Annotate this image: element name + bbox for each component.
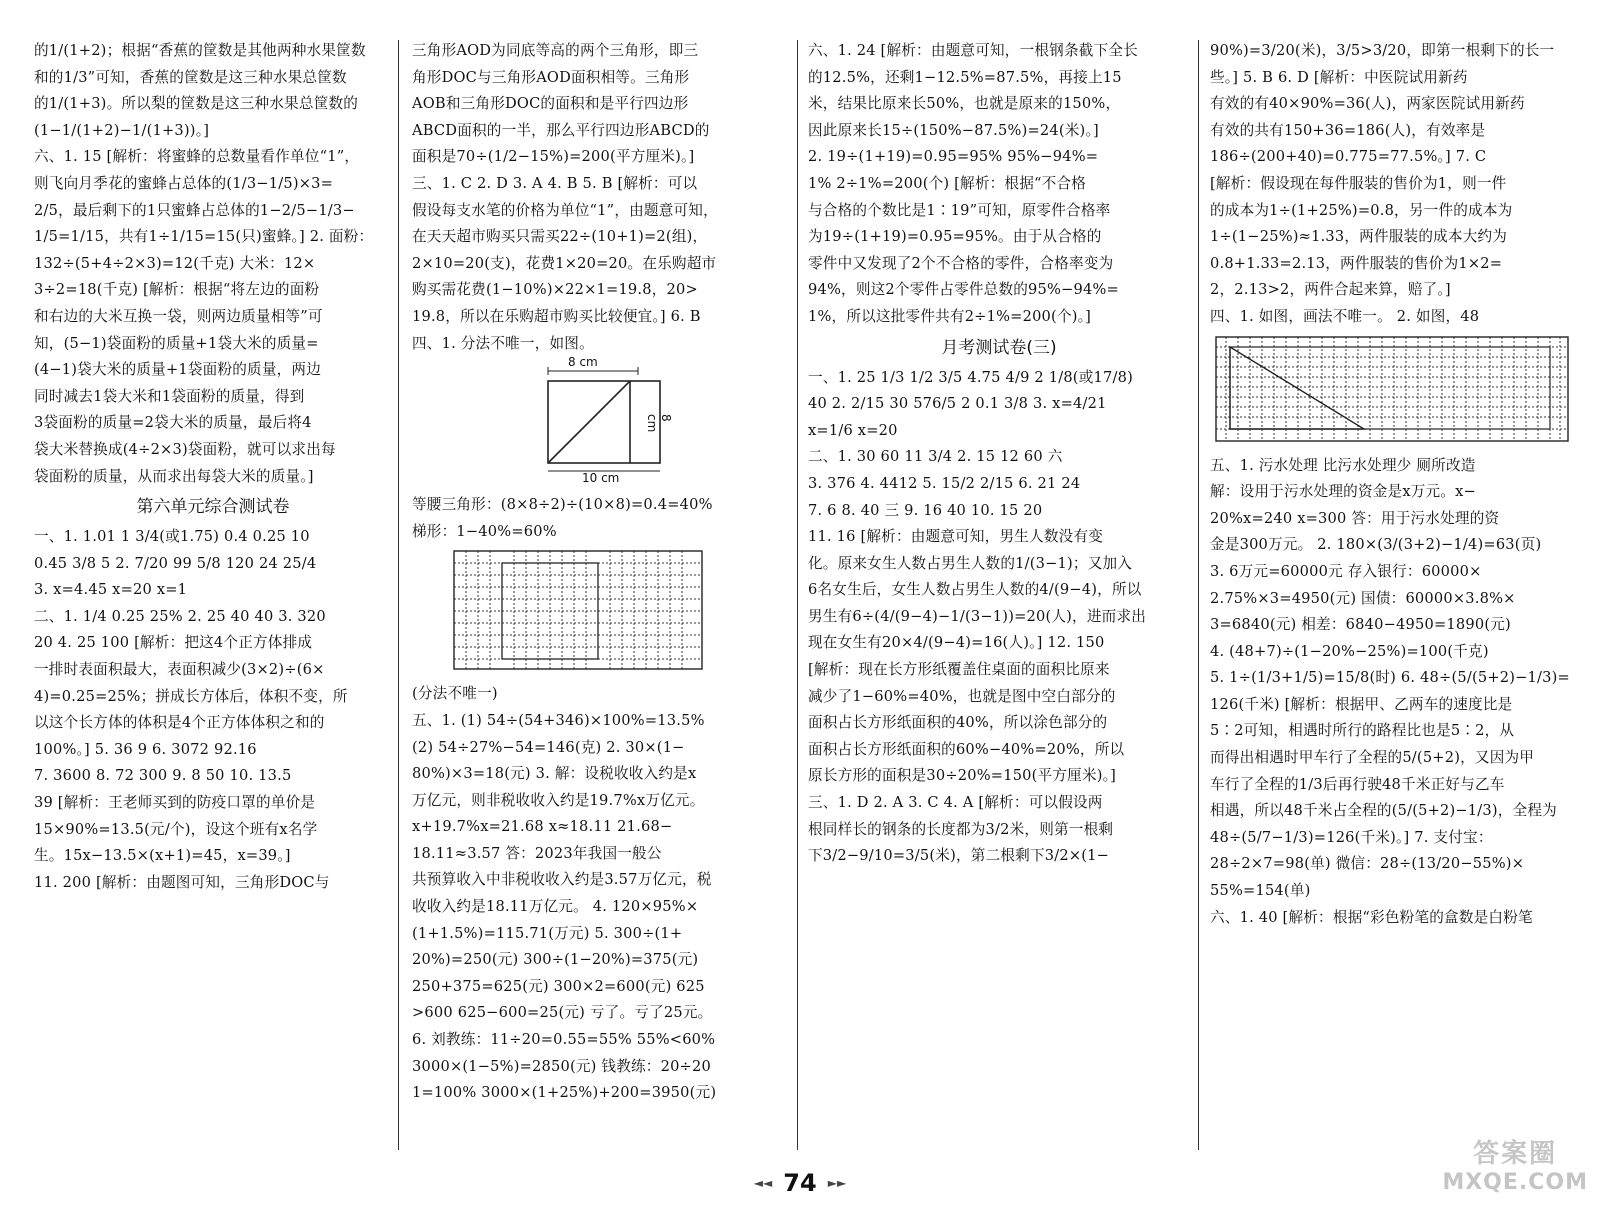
answer-line: 4. (48+7)÷(1−20%−25%)=100(千克) xyxy=(1210,642,1489,660)
answer-line: 100%。] 5. 36 9 6. 3072 92.16 xyxy=(34,740,257,758)
answer-line: 减少了1−60%=40%，也就是图中空白部分的 xyxy=(808,687,1116,705)
answer-line: 面积占长方形纸面积的40%，所以涂色部分的 xyxy=(808,714,1108,732)
answer-line: 3=6840(元) 相差：6840−4950=1890(元) xyxy=(1210,616,1511,634)
answer-line: 3袋面粉的质量=2袋大米的质量，最后将4 xyxy=(34,414,312,432)
answer-line: (1−1/(1+2)−1/(1+3))。] xyxy=(34,121,210,139)
answer-line: 的1/(1+2)；根据“香蕉的筐数是其他两种水果筐数 xyxy=(34,42,366,59)
answer-line: [解析：假设现在每件服装的售价为1，则一件 xyxy=(1210,174,1507,192)
answer-line: 则飞向月季花的蜜蜂占总体的(1/3−1/5)×3= xyxy=(34,174,334,192)
answer-line: 六、1. 15 [解析：将蜜蜂的总数量看作单位“1”， xyxy=(34,148,360,166)
answer-line: 1/5=1/15，共有1÷1/15=15(只)蜜蜂。] 2. 面粉： xyxy=(34,228,374,246)
answer-line: 的12.5%，还剩1−12.5%=87.5%，再接上15 xyxy=(808,68,1122,86)
prev-arrows: ◄◄ xyxy=(753,1176,773,1190)
answer-line: 3. 6万元=60000元 存入银行：60000× xyxy=(1210,562,1482,580)
answer-line: 金是300万元。 2. 180×(3/(3+2)−1/4)=63(页) xyxy=(1210,536,1542,554)
answer-line: x+19.7%x=21.68 x≈18.11 21.68− xyxy=(412,818,673,836)
answer-line: 132÷(5+4÷2×3)=12(千克) 大米：12× xyxy=(34,254,316,272)
answer-line: 原长方形的面积是30÷20%=150(平方厘米)。] xyxy=(808,767,1117,785)
answer-line: 5. 1÷(1/3+1/5)=15/8(时) 6. 48÷(5/(5+2)−1/3)= xyxy=(1210,669,1570,687)
answer-line: 1%，所以这批零件共有2÷1%=200(个)。] xyxy=(808,307,1092,325)
answer-line: 四、1. 如图，画法不唯一。 2. 如图，48 xyxy=(1210,307,1480,325)
column-1 xyxy=(34,38,392,1156)
answer-line: 和右边的大米互换一袋，则两边质量相等”可 xyxy=(34,307,323,325)
answer-line: 现在女生有20×4/(9−4)=16(人)。] 12. 150 xyxy=(808,634,1105,652)
answer-line: 48÷(5/7−1/3)=126(千米)。] 7. 支付宝： xyxy=(1210,828,1493,846)
answer-line: 米，结果比原来长50%，也就是原来的150%， xyxy=(808,95,1121,113)
answer-line: 知，(5−1)袋面粉的质量+1袋大米的质量= xyxy=(34,334,319,352)
answer-line: 三、1. D 2. A 3. C 4. A [解析：可以假设两 xyxy=(808,794,1103,812)
answer-line: 二、1. 30 60 11 3/4 2. 15 12 60 六 xyxy=(808,448,1063,466)
answer-line: 一、1. 1.01 1 3/4(或1.75) 0.4 0.25 10 xyxy=(34,528,310,546)
answer-line: 梯形：1−40%=60% xyxy=(412,522,557,540)
answer-line: 40 2. 2/15 30 576/5 2 0.1 3/8 3. x=4/21 xyxy=(808,395,1107,413)
answer-line: 角形DOC与三角形AOD面积相等。三角形 xyxy=(412,68,690,86)
watermark-logo: 答案圈 MXQE.COM xyxy=(1442,1139,1588,1195)
answer-line: 一、1. 25 1/3 1/2 3/5 4.75 4/9 2 1/8(或17/8) xyxy=(808,368,1133,386)
answer-line: 五、1. (1) 54÷(54+346)×100%=13.5% xyxy=(412,711,705,729)
answer-line: 面积占长方形纸面积的60%−40%=20%，所以 xyxy=(808,740,1125,758)
answer-line: 28÷2×7=98(单) 微信：28÷(13/20−55%)× xyxy=(1210,855,1525,873)
answer-line: 18.11≈3.57 答：2023年我国一般公 xyxy=(412,844,662,862)
answer-line: 化。原来女生人数占男生人数的1/(3−1)；又加入 xyxy=(808,554,1133,572)
answer-line: 2，2.13>2，两件合起来算，赔了。] xyxy=(1210,281,1451,299)
answer-line: 0.8+1.33=2.13，两件服装的售价为1×2= xyxy=(1210,254,1503,272)
answer-line: 0.45 3/8 5 2. 7/20 99 5/8 120 24 25/4 xyxy=(34,554,317,572)
answer-line: 7. 3600 8. 72 300 9. 8 50 10. 13.5 xyxy=(34,767,292,785)
answer-line: 80%)×3=18(元) 3. 解：设税收收入约是x xyxy=(412,765,697,783)
answer-line: 6. 刘教练：11÷20=0.55=55% 55%<60% xyxy=(412,1031,716,1049)
bottom-length-label: 10 cm xyxy=(582,471,620,486)
answer-line: 20%)=250(元) 300÷(1−20%)=375(元) xyxy=(412,951,699,969)
grid-figure-triangle xyxy=(1214,335,1580,447)
answer-line: 相遇，所以48千米占全程的(5/(5+2)−1/3)，全程为 xyxy=(1210,802,1557,820)
answer-line: 1=100% 3000×(1+25%)+200=3950(元) xyxy=(412,1084,717,1102)
answer-line: 而得出相遇时甲车行了全程的5/(5+2)，又因为甲 xyxy=(1210,749,1535,767)
section-heading: 第六单元综合测试卷 xyxy=(136,497,290,518)
answer-line: 2.75%×3=4950(元) 国债：60000×3.8%× xyxy=(1210,589,1516,607)
answer-line: 3. 376 4. 4412 5. 15/2 2/15 6. 21 24 xyxy=(808,474,1081,492)
answer-line: 与合格的个数比是1∶19”可知，原零件合格率 xyxy=(808,201,1111,219)
answer-line: 4)=0.25=25%；拼成长方体后，体积不变，所 xyxy=(34,687,348,705)
dotted-grid xyxy=(452,549,704,671)
answer-line: 袋大米替换成(4÷2×3)袋面粉，就可以求出每 xyxy=(34,440,336,458)
answer-line: 186÷(200+40)=0.775=77.5%。] 7. C xyxy=(1210,148,1487,166)
answer-line: 2×10=20(支)，花费1×20=20。在乐购超市 xyxy=(412,254,717,272)
column-divider xyxy=(797,40,798,1150)
answer-line: 为19÷(1+19)=0.95=95%。由于从合格的 xyxy=(808,228,1102,246)
answer-line: 5∶2可知，相遇时所行的路程比也是5∶2，从 xyxy=(1210,722,1515,740)
answer-line: 三、1. C 2. D 3. A 4. B 5. B [解析：可以 xyxy=(412,174,698,192)
answer-line: 有效的共有150+36=186(人)，有效率是 xyxy=(1210,121,1486,139)
answer-line: 的成本为1÷(1+25%)=0.8，另一件的成本为 xyxy=(1210,201,1513,219)
answer-line: 零件中又发现了2个不合格的零件，合格率变为 xyxy=(808,254,1114,272)
answer-line: 的1/(1+3)。所以梨的筐数是这三种水果总筐数的 xyxy=(34,95,359,113)
answer-line: 和的1/3”可知，香蕉的筐数是这三种水果总筐数 xyxy=(34,68,347,86)
column-divider xyxy=(398,40,399,1150)
answer-line: 250+375=625(元) 300×2=600(元) 625 xyxy=(412,977,705,995)
answer-line: 解：设用于污水处理的资金是x万元。x− xyxy=(1210,483,1476,501)
answer-line: 1÷(1−25%)≈1.33，两件服装的成本大约为 xyxy=(1210,228,1508,246)
answer-line: 3÷2=18(千克) [解析：根据“将左边的面粉 xyxy=(34,281,320,299)
answer-line: 生。15x−13.5×(x+1)=45，x=39。] xyxy=(34,847,291,865)
answer-line: 共预算收入中非税收收入约是3.57万亿元，税 xyxy=(412,871,712,889)
answer-line: 四、1. 分法不唯一，如图。 xyxy=(412,334,594,352)
answer-line: 六、1. 24 [解析：由题意可知，一根钢条截下全长 xyxy=(808,42,1138,59)
next-arrows: ►► xyxy=(827,1176,847,1190)
answer-line: 男生有6÷(4/(9−4)−1/(3−1))=20(人)，进而求出 xyxy=(808,607,1147,625)
column-4 xyxy=(1210,38,1580,1156)
answer-line: 购买需花费(1−10%)×22×1=19.8，20> xyxy=(412,281,698,299)
column-2 xyxy=(412,38,790,1156)
answer-line: 等腰三角形：(8×8÷2)÷(10×8)=0.4=40% xyxy=(412,496,713,514)
answer-line: 6名女生后，女生人数占男生人数的4/(9−4)，所以 xyxy=(808,581,1142,599)
rectangle-figure xyxy=(522,355,673,486)
answer-line: 55%=154(单) xyxy=(1210,882,1311,900)
answer-line: [解析：现在长方形纸覆盖住桌面的面积比原来 xyxy=(808,661,1110,679)
answer-line: 90%)=3/20(米)，3/5>3/20，即第一根剩下的长一 xyxy=(1210,42,1555,59)
column-divider xyxy=(1198,40,1199,1150)
answer-line: 收收入约是18.11万亿元。 4. 120×95%× xyxy=(412,898,699,916)
section-heading: 月考测试卷(三) xyxy=(941,337,1057,358)
answer-line: 126(千米) [解析：根据甲、乙两车的速度比是 xyxy=(1210,695,1513,713)
answer-line: 20%x=240 x=300 答：用于污水处理的资 xyxy=(1210,509,1500,527)
answer-line: 39 [解析：王老师买到的防疫口罩的单价是 xyxy=(34,794,316,812)
answer-line: x=1/6 x=20 xyxy=(808,421,898,439)
answer-line: 有效的有40×90%=36(人)，两家医院试用新药 xyxy=(1210,95,1525,113)
answer-line: 一排时表面积最大，表面积减少(3×2)÷(6× xyxy=(34,661,325,679)
answer-line: 五、1. 污水处理 比污水处理少 厕所改造 xyxy=(1210,456,1476,474)
answer-line: 1% 2÷1%=200(个) [解析：根据“不合格 xyxy=(808,174,1087,192)
answer-line: 20 4. 25 100 [解析：把这4个正方体排成 xyxy=(34,634,313,652)
answer-line: 同时减去1袋大米和1袋面粉的质量，得到 xyxy=(34,387,305,405)
answer-line: (1+1.5%)=115.71(万元) 5. 300÷(1+ xyxy=(412,924,683,942)
answer-line: 下3/2−9/10=3/5(米)，第二根剩下3/2×(1− xyxy=(808,847,1110,865)
page-number: 74 xyxy=(783,1169,817,1197)
answer-line: 些。] 5. B 6. D [解析：中医院试用新药 xyxy=(1210,68,1468,86)
answer-line: AOB和三角形DOC的面积和是平行四边形 xyxy=(412,95,689,113)
page-footer xyxy=(0,1169,1600,1197)
answer-line: 面积是70÷(1/2−15%)=200(平方厘米)。] xyxy=(412,148,695,166)
top-length-label: 8 cm xyxy=(568,355,598,370)
answer-line: 假设每支水笔的价格为单位“1”，由题意可知， xyxy=(412,201,718,219)
answer-line: 3000×(1−5%)=2850(元) 钱教练：20÷20 xyxy=(412,1057,711,1075)
dotted-grid-with-triangle xyxy=(1214,335,1570,443)
column-3 xyxy=(808,38,1190,1156)
answer-line: 袋面粉的质量，从而求出每袋大米的质量。] xyxy=(34,467,314,485)
answer-line: 19.8，所以在乐购超市购买比较便宜。] 6. B xyxy=(412,307,701,325)
answer-line: 六、1. 40 [解析：根据“彩色粉笔的盒数是白粉笔 xyxy=(1210,908,1533,926)
answer-line: 以这个长方体的体积是4个正方体体积之和的 xyxy=(34,714,325,732)
answer-line: (2) 54÷27%−54=146(克) 2. 30×(1− xyxy=(412,738,685,756)
answer-line: 15×90%=13.5(元/个)，设这个班有x名学 xyxy=(34,820,318,838)
answer-line: 在天天超市购买只需买22÷(10+1)=2(组)， xyxy=(412,228,708,246)
answer-line: 三角形AOD为同底等高的两个三角形，即三 xyxy=(412,42,699,59)
answer-line: 11. 16 [解析：由题意可知，男生人数没有变 xyxy=(808,528,1104,546)
answer-line: 因此原来长15÷(150%−87.5%)=24(米)。] xyxy=(808,121,1099,139)
answer-line: >600 625−600=25(元) 亏了。亏了25元。 xyxy=(412,1004,713,1022)
answer-line: (4−1)袋大米的质量+1袋面粉的质量，两边 xyxy=(34,361,322,379)
grid-figure xyxy=(452,549,790,675)
answer-line: 2/5，最后剩下的1只蜜蜂占总体的1−2/5−1/3− xyxy=(34,201,355,219)
answer-line: 2. 19÷(1+19)=0.95=95% 95%−94%= xyxy=(808,148,1099,166)
answer-line: 二、1. 1/4 0.25 25% 2. 25 40 40 3. 320 xyxy=(34,607,326,625)
answer-line: 7. 6 8. 40 三 9. 16 40 10. 15 20 xyxy=(808,501,1043,519)
answer-line: ABCD面积的一半，那么平行四边形ABCD的 xyxy=(412,121,710,139)
answer-line: 11. 200 [解析：由题图可知，三角形DOC与 xyxy=(34,873,330,891)
right-length-label: 8 cm xyxy=(645,414,673,433)
answer-line: 3. x=4.45 x=20 x=1 xyxy=(34,581,188,599)
answer-line: 车行了全程的1/3后再行驶48千米正好与乙车 xyxy=(1210,775,1505,793)
answer-line: 94%，则这2个零件占零件总数的95%−94%= xyxy=(808,281,1119,299)
answer-line: (分法不唯一) xyxy=(412,685,498,703)
answer-line: 万亿元，则非税收收入约是19.7%x万亿元。 xyxy=(412,791,705,809)
answer-line: 根同样长的钢条的长度都为3/2米，则第一根剩 xyxy=(808,820,1114,838)
